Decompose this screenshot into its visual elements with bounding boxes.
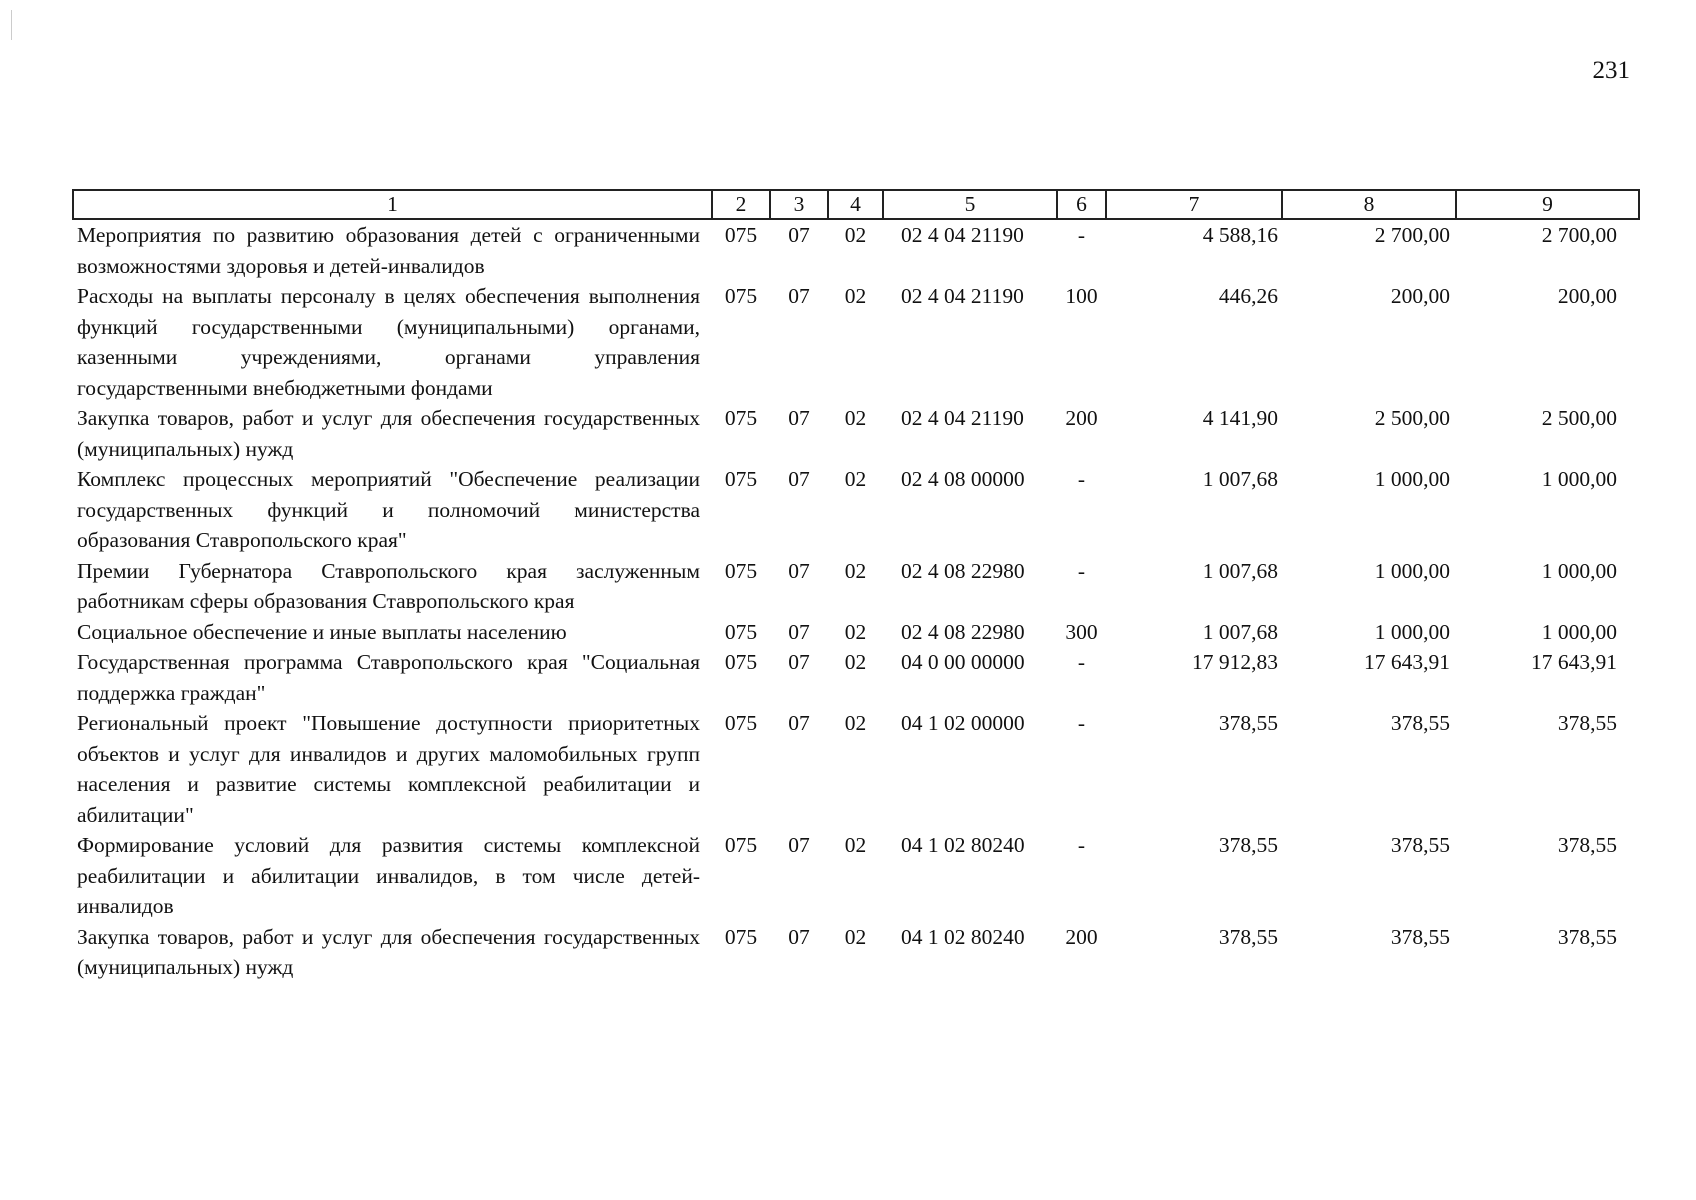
row-section-code: 07: [788, 467, 810, 491]
table-row: [73, 403, 1639, 464]
row-amount-col8: 2 500,00: [1374, 406, 1450, 430]
row-name: Государственная программа Ставропольского края "Социальная поддержка граждан": [77, 650, 700, 705]
row-ministry-code: 075: [724, 223, 758, 247]
row-expense-type: -: [1077, 223, 1086, 247]
header-row: [73, 190, 1639, 219]
row-amount-col8: 2 700,00: [1374, 223, 1450, 247]
row-amount-col8: 378,55: [1390, 833, 1450, 857]
row-expense-type: -: [1077, 558, 1086, 583]
table-row: [73, 708, 1639, 830]
row-section-code: 07: [788, 833, 810, 857]
row-target-article: 02 4 04 21190: [901, 406, 1024, 430]
row-section-code: 07: [788, 223, 810, 247]
row-subsection-code: 02: [844, 406, 867, 430]
row-expense-type: -: [1077, 650, 1086, 674]
header-col-7: 7: [1106, 190, 1282, 219]
table-row: [73, 464, 1639, 556]
table-row: [73, 281, 1639, 403]
row-target-article: 02 4 08 22980: [901, 619, 1025, 644]
row-amount-col9: 1 000,00: [1541, 558, 1617, 583]
header-col-9: 9: [1456, 190, 1639, 219]
row-amount-col8: 1 000,00: [1374, 467, 1450, 491]
row-amount-col8: 200,00: [1390, 284, 1450, 308]
row-amount-col7: 4 588,16: [1202, 223, 1278, 247]
row-amount-col7: 1 007,68: [1202, 467, 1278, 491]
row-name: Расходы на выплаты персоналу в целях обеспечения выполнения функций государственными (муниципальными) органами, казенными учреждениями, органами управления государственными внебюджетными фондами: [77, 284, 700, 400]
row-ministry-code: 075: [724, 284, 758, 308]
header-col-5: 5: [883, 190, 1057, 219]
row-section-code: 07: [788, 284, 810, 308]
row-ministry-code: 075: [724, 406, 758, 430]
table-body: [73, 219, 1639, 983]
row-expense-type: -: [1077, 467, 1086, 491]
row-section-code: 07: [788, 406, 810, 430]
row-amount-col9: 2 700,00: [1541, 223, 1617, 247]
row-ministry-code: 075: [724, 467, 758, 491]
row-target-article: 02 4 08 22980: [901, 558, 1025, 583]
row-amount-col9: 378,55: [1557, 924, 1617, 949]
table-row: [73, 922, 1639, 983]
row-target-article: 04 0 00 00000: [901, 650, 1025, 674]
row-ministry-code: 075: [724, 833, 758, 857]
row-ministry-code: 075: [724, 711, 758, 735]
row-target-article: 02 4 04 21190: [901, 284, 1024, 308]
row-amount-col7: 1 007,68: [1202, 558, 1278, 583]
row-section-code: 07: [788, 924, 810, 949]
row-amount-col8: 378,55: [1390, 924, 1450, 949]
row-subsection-code: 02: [844, 924, 867, 949]
row-ministry-code: 075: [724, 558, 758, 583]
row-amount-col7: 378,55: [1218, 833, 1278, 857]
row-name: Комплекс процессных мероприятий "Обеспечение реализации государственных функций и полномочий министерства образования Ставропольского края": [77, 467, 700, 552]
row-amount-col7: 1 007,68: [1202, 619, 1278, 644]
header-col-2: 2: [712, 190, 770, 219]
row-amount-col7: 4 141,90: [1202, 406, 1278, 430]
row-subsection-code: 02: [844, 223, 867, 247]
header-col-6: 6: [1057, 190, 1106, 219]
row-expense-type: 100: [1065, 284, 1098, 308]
row-target-article: 04 1 02 80240: [901, 924, 1025, 949]
row-target-article: 02 4 08 00000: [901, 467, 1025, 491]
table-row: [73, 647, 1639, 708]
row-expense-type: -: [1077, 711, 1086, 735]
row-amount-col8: 1 000,00: [1374, 619, 1450, 644]
row-amount-col8: 1 000,00: [1374, 558, 1450, 583]
row-expense-type: 200: [1065, 406, 1098, 430]
row-target-article: 02 4 04 21190: [901, 223, 1024, 247]
row-subsection-code: 02: [844, 558, 867, 583]
row-amount-col7: 378,55: [1218, 711, 1278, 735]
row-amount-col9: 2 500,00: [1541, 406, 1617, 430]
table-row: [73, 830, 1639, 922]
row-subsection-code: 02: [844, 619, 867, 644]
header-col-4: 4: [828, 190, 883, 219]
row-subsection-code: 02: [844, 833, 867, 857]
table-row: [73, 617, 1639, 648]
row-ministry-code: 075: [724, 924, 758, 949]
row-subsection-code: 02: [844, 467, 867, 491]
row-amount-col9: 17 643,91: [1531, 650, 1617, 674]
row-ministry-code: 075: [724, 650, 758, 674]
row-amount-col9: 378,55: [1557, 833, 1617, 857]
row-name: Премии Губернатора Ставропольского края заслуженным работникам сферы образования Ставропольского края: [77, 558, 700, 613]
budget-table: [72, 189, 1640, 983]
row-amount-col9: 200,00: [1557, 284, 1617, 308]
row-target-article: 04 1 02 00000: [901, 711, 1025, 735]
row-expense-type: 300: [1065, 619, 1098, 644]
row-subsection-code: 02: [844, 711, 867, 735]
row-amount-col7: 378,55: [1218, 924, 1278, 949]
table-row: [73, 556, 1639, 617]
table-header: [73, 190, 1639, 219]
row-section-code: 07: [788, 619, 810, 644]
row-section-code: 07: [788, 711, 810, 735]
row-name: Мероприятия по развитию образования детей с ограниченными возможностями здоровья и детей-инвалидов: [77, 223, 700, 278]
row-amount-col7: 17 912,83: [1192, 650, 1278, 674]
scan-edge-mark: [11, 10, 12, 40]
row-expense-type: 200: [1065, 924, 1098, 949]
header-col-3: 3: [770, 190, 828, 219]
row-section-code: 07: [788, 650, 810, 674]
row-name: Закупка товаров, работ и услуг для обеспечения государственных (муниципальных) нужд: [77, 406, 700, 461]
row-subsection-code: 02: [844, 650, 867, 674]
row-name: Закупка товаров, работ и услуг для обеспечения государственных (муниципальных) нужд: [77, 924, 700, 979]
row-section-code: 07: [788, 558, 810, 583]
row-target-article: 04 1 02 80240: [901, 833, 1025, 857]
row-amount-col8: 378,55: [1390, 711, 1450, 735]
row-name: Региональный проект "Повышение доступности приоритетных объектов и услуг для инвалидов и других маломобильных групп населения и развитие системы комплексной реабилитации и абилитации": [77, 711, 700, 827]
row-amount-col9: 1 000,00: [1541, 619, 1617, 644]
row-name: Социальное обеспечение и иные выплаты населению: [77, 619, 567, 644]
table-row: [73, 219, 1639, 281]
row-ministry-code: 075: [724, 619, 758, 644]
row-amount-col7: 446,26: [1218, 284, 1278, 308]
header-col-8: 8: [1282, 190, 1456, 219]
page-number: 231: [1592, 57, 1630, 84]
row-expense-type: -: [1077, 833, 1086, 857]
row-amount-col9: 378,55: [1557, 711, 1617, 735]
row-subsection-code: 02: [844, 284, 867, 308]
row-amount-col9: 1 000,00: [1541, 467, 1617, 491]
header-col-1: 1: [73, 190, 712, 219]
row-amount-col8: 17 643,91: [1364, 650, 1450, 674]
row-name: Формирование условий для развития системы комплексной реабилитации и абилитации инвалидов, в том числе детей-инвалидов: [77, 833, 700, 918]
